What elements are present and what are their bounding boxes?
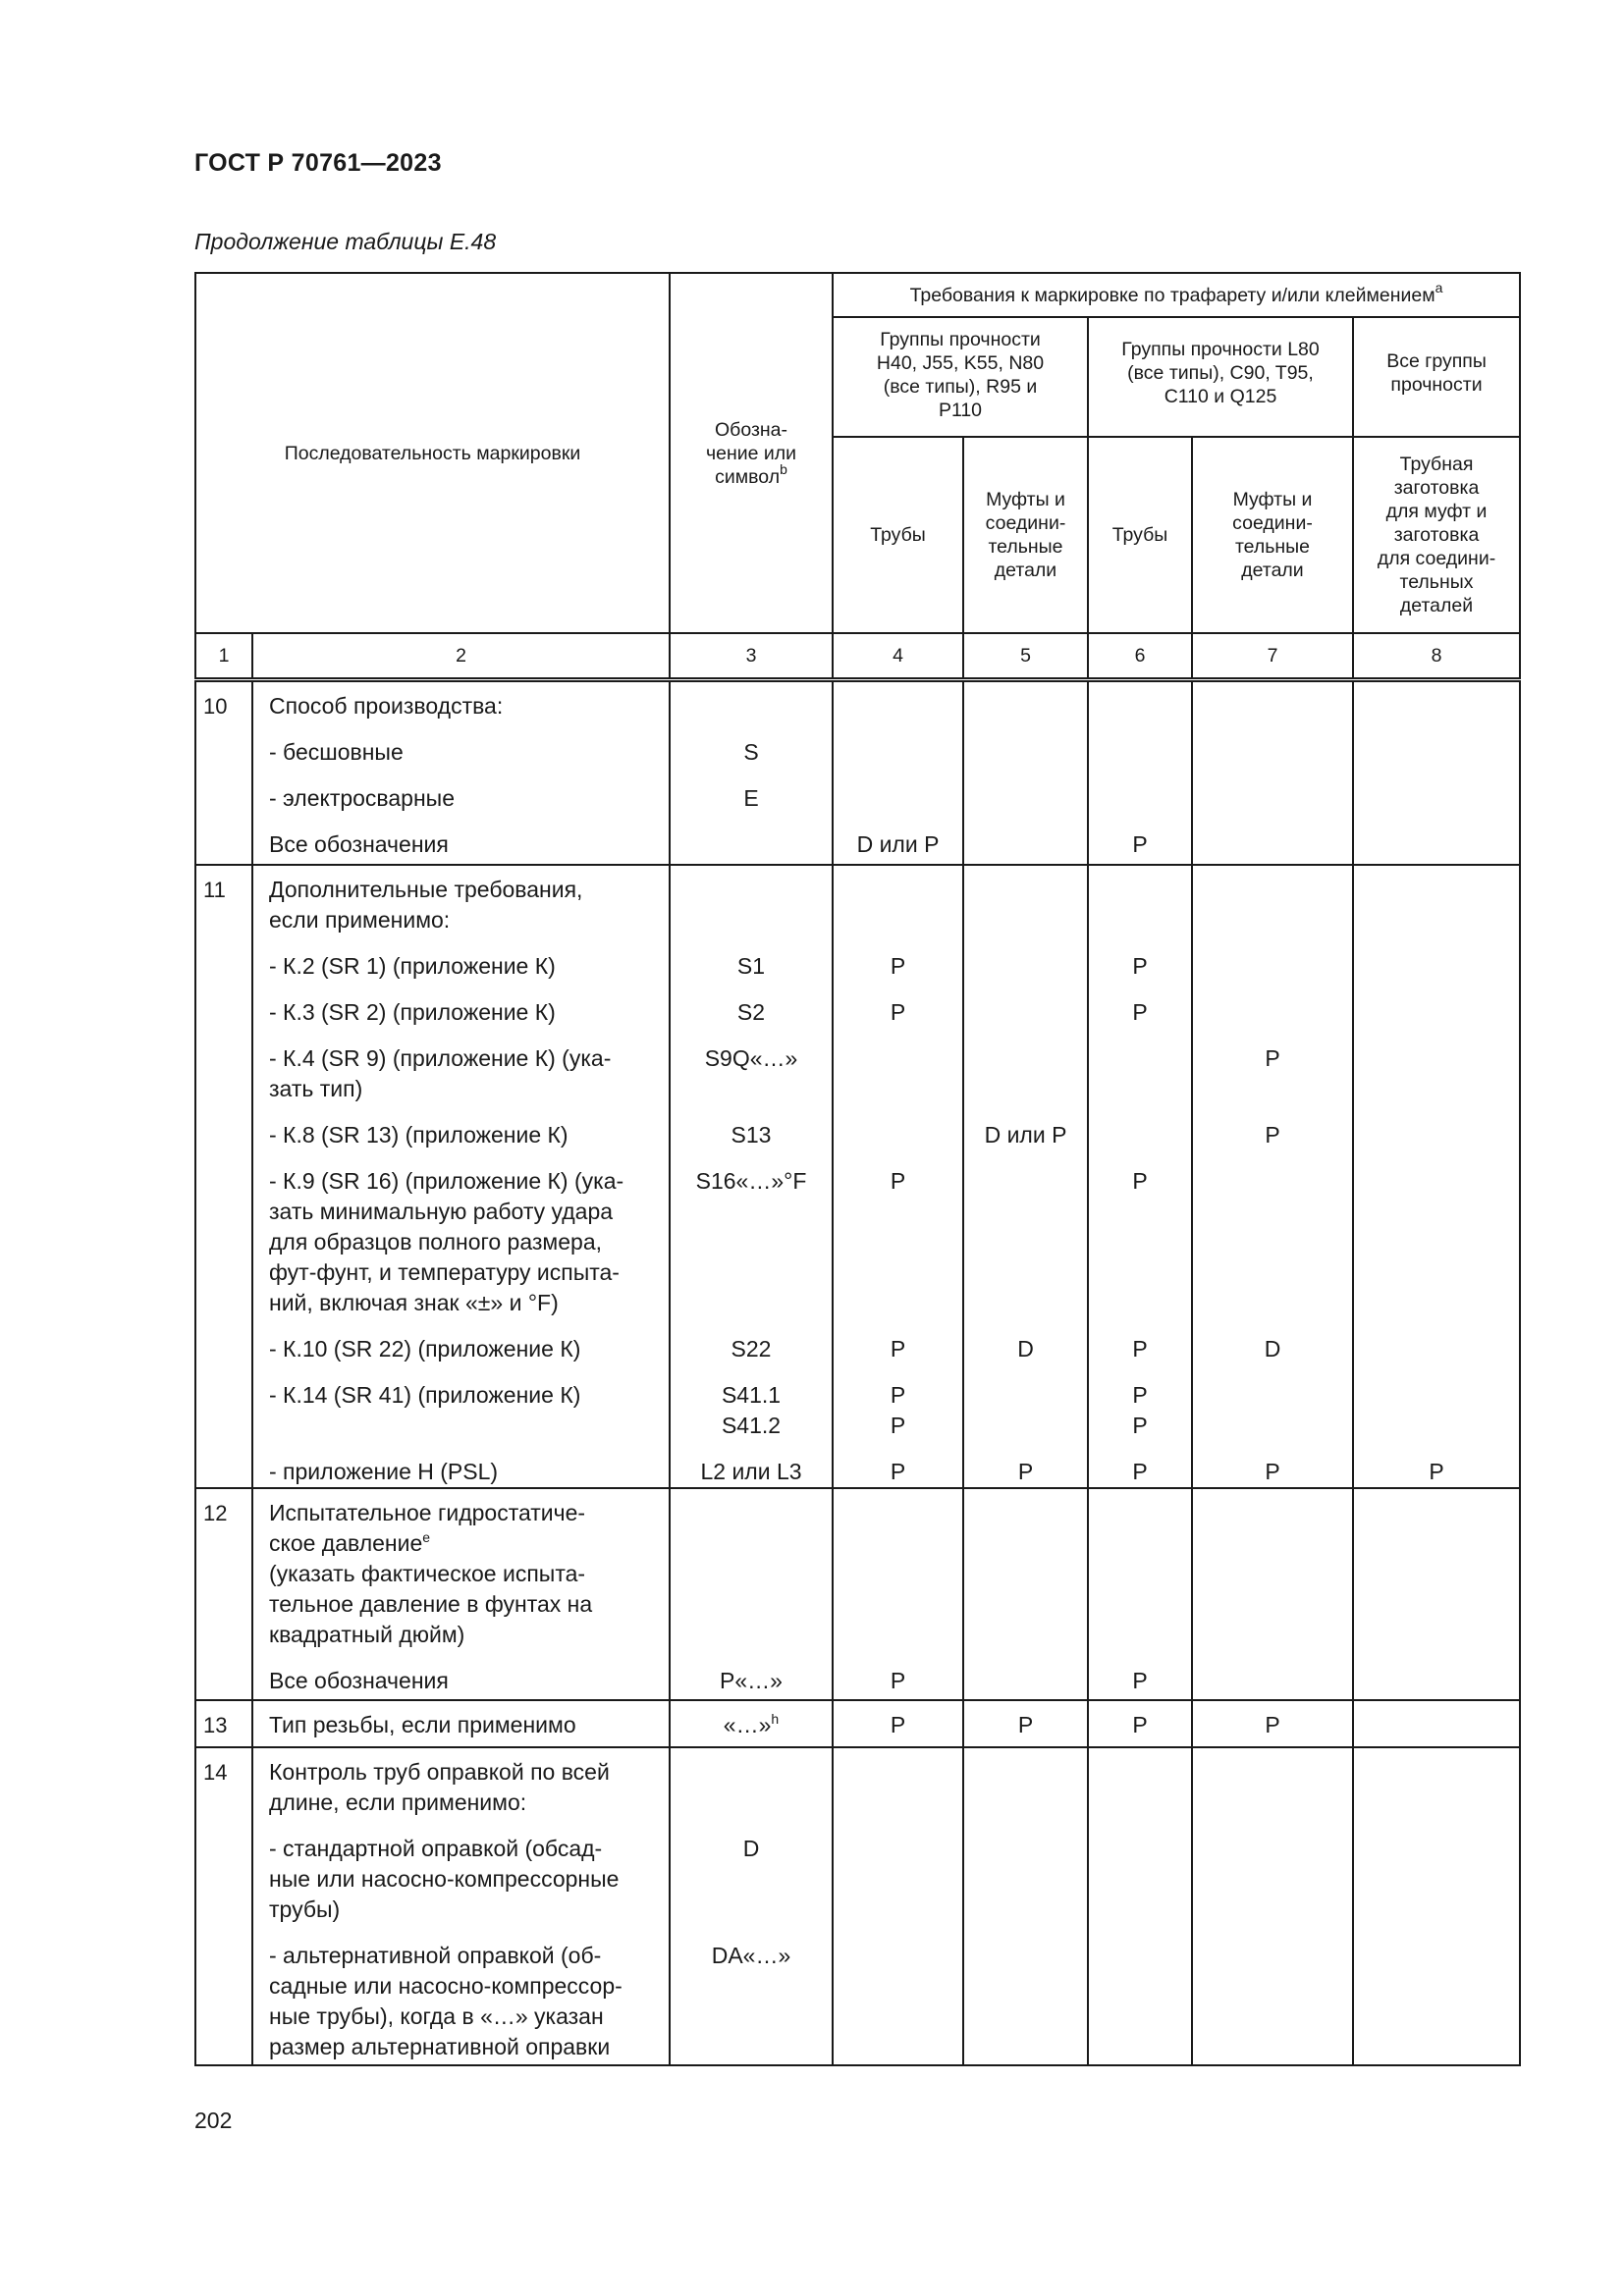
marking-table: [194, 272, 1521, 2066]
header-couplings-2: Муфты и соедини- тельные детали: [1192, 437, 1353, 633]
cell-col8: [1353, 680, 1520, 865]
designation-cell: P«…»: [670, 1488, 833, 1700]
page-number: 202: [194, 2108, 233, 2133]
cell-col6: P P P P P P P: [1088, 865, 1192, 1488]
cell-col7: [1192, 1747, 1353, 2065]
cell-col4: D или P: [833, 680, 963, 865]
header-pipes-2: Трубы: [1088, 437, 1192, 633]
cell-col6: P: [1088, 680, 1192, 865]
cell-col8: P: [1353, 865, 1520, 1488]
column-numbers-row: [195, 633, 1520, 680]
header-pipes-1: Трубы: [833, 437, 963, 633]
row-number: 11: [195, 865, 252, 1488]
cell-col7: [1192, 1488, 1353, 1700]
cell-col6: [1088, 1747, 1192, 2065]
cell-col6: P: [1088, 1488, 1192, 1700]
cell-col4: P P P P P P P: [833, 865, 963, 1488]
header-group-3: Все группы прочности: [1353, 317, 1520, 437]
row-description: Тип резьбы, если применимо: [252, 1700, 670, 1747]
designation-cell: S1 S2 S9Q«…» S13 S16«…»°F S22 S41.1 S41.2 L2 или L3: [670, 865, 833, 1488]
cell-col8: [1353, 1747, 1520, 2065]
cell-col8: [1353, 1700, 1520, 1747]
row-description: Способ производства: - бесшовные - электросварные Все обозначения: [252, 680, 670, 865]
row-description: Дополнительные требования, если применимо: - К.2 (SR 1) (приложение К) - К.3 (SR 2) (приложение К) - К.4 (SR 9) (приложение К) (ука- зать тип) - К.8 (SR 13) (приложение К) - К.9 (SR 16) (приложение К) (ука- зать минимальную работу удара для образцов полного размера, фут-фунт, и температуру испыта- ний, включая знак «±» и °F) - К.10 (SR 22) (приложение К) - К.14 (SR 41) (приложение К) - приложение Н (PSL): [252, 865, 670, 1488]
header-sequence: Последовательность маркировки: [195, 273, 670, 633]
table-header: [195, 273, 1520, 680]
col-number: 5: [963, 633, 1088, 680]
header-couplings-1: Муфты и соедини- тельные детали: [963, 437, 1088, 633]
col-number: 1: [195, 633, 252, 680]
designation-cell: «…»$^h$: [670, 1700, 833, 1747]
designation-cell: S E: [670, 680, 833, 865]
table-caption: Продолжение таблицы Е.48: [194, 229, 497, 254]
row-description: Контроль труб оправкой по всей длине, если применимо: - стандартной оправкой (обсад- ные или насосно-компрессорные трубы) - альтернативной оправкой (об- садные или насосно-компрессор- ные трубы), когда в «…» указан размер альтернативной оправки: [252, 1747, 670, 2065]
cell-col7: P P D P: [1192, 865, 1353, 1488]
cell-col4: P: [833, 1700, 963, 1747]
header-blanks: Трубная заготовка для муфт и заготовка для соедини- тельных деталей: [1353, 437, 1520, 633]
cell-col5: [963, 680, 1088, 865]
col-number: 7: [1192, 633, 1353, 680]
cell-col5: D или P D P: [963, 865, 1088, 1488]
cell-col7: P: [1192, 1700, 1353, 1747]
cell-col5: P: [963, 1700, 1088, 1747]
col-number: 4: [833, 633, 963, 680]
header-designation: Обозна- чение или символ$^b$: [670, 273, 833, 633]
header-group-2: Группы прочности L80 (все типы), C90, T95, C110 и Q125: [1088, 317, 1353, 437]
cell-col5: [963, 1488, 1088, 1700]
row-description: Испытательное гидростатиче- ское давление$^e$ (указать фактическое испыта- тельное давление в фунтах на квадратный дюйм) Все обозначения: [252, 1488, 670, 1700]
cell-col6: P: [1088, 1700, 1192, 1747]
table-row: [195, 865, 1520, 1488]
header-requirements: Требования к маркировке по трафарету и/или клеймением$^a$: [833, 273, 1520, 317]
designation-cell: D DA«…»: [670, 1747, 833, 2065]
col-number: 8: [1353, 633, 1520, 680]
table-row: [195, 1488, 1520, 1700]
col-number: 2: [252, 633, 670, 680]
row-number: 10: [195, 680, 252, 865]
row-number: 13: [195, 1700, 252, 1747]
header-group-1: Группы прочности H40, J55, K55, N80 (все типы), R95 и P110: [833, 317, 1088, 437]
cell-col4: [833, 1747, 963, 2065]
row-number: 12: [195, 1488, 252, 1700]
cell-col8: [1353, 1488, 1520, 1700]
table-row: [195, 1700, 1520, 1747]
row-number: 14: [195, 1747, 252, 2065]
col-number: 6: [1088, 633, 1192, 680]
cell-col7: [1192, 680, 1353, 865]
cell-col4: P: [833, 1488, 963, 1700]
table-row: [195, 1747, 1520, 2065]
col-number: 3: [670, 633, 833, 680]
document-id: ГОСТ Р 70761—2023: [194, 149, 442, 177]
cell-col5: [963, 1747, 1088, 2065]
table-row: [195, 680, 1520, 865]
